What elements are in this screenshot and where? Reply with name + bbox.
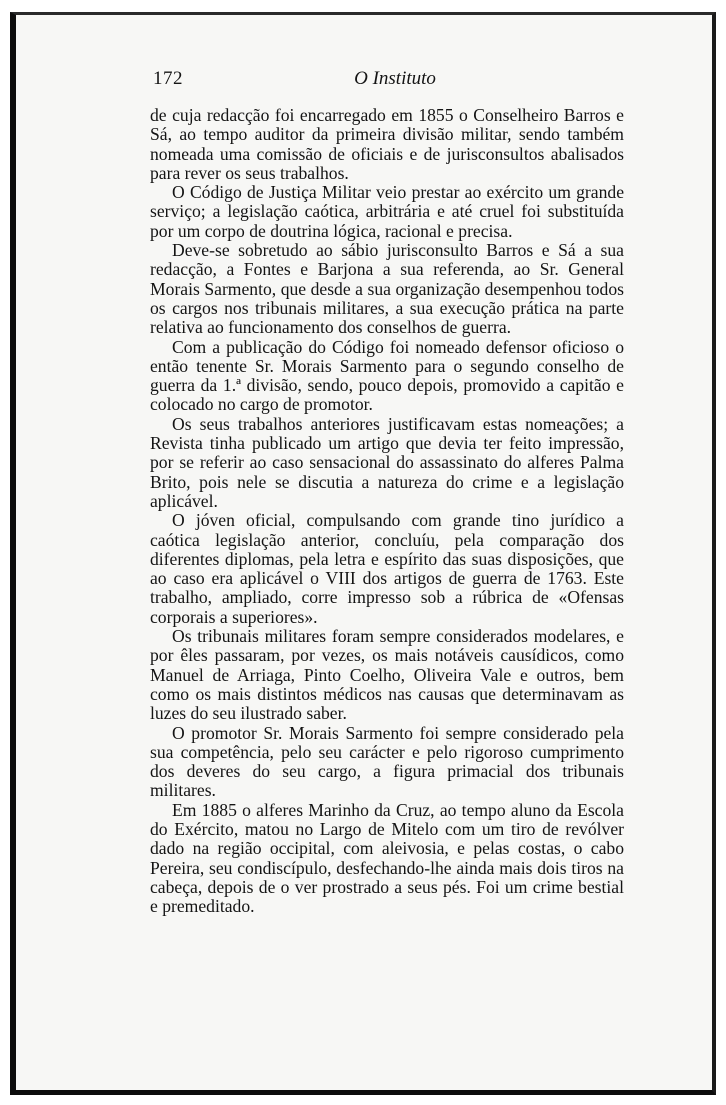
page-number: 172	[153, 68, 183, 89]
paragraph-3: Deve-se sobretudo ao sábio jurisconsulto Barros e Sá a sua redacção, a Fontes e Barjona a sua referenda, ao Sr. General Morais Sarmento, que desde a sua organização desempenhou todos os cargos nos tribunais militares, a sua execução prática na parte relativa ao funcionamento dos conselhos de guerra.	[150, 240, 624, 338]
paragraph-7: Os tribunais militares foram sempre considerados modelares, e por êles passaram, por vezes, os mais notáveis causídicos, como Manuel de Arriaga, Pinto Coelho, Oliveira Vale e outros, bem como os mais distintos médicos nas causas que determinavam as luzes do seu ilustrado saber.	[150, 626, 624, 724]
paragraph-2: O Código de Justiça Militar veio prestar ao exército um grande serviço; a legislação caótica, arbitrária e até cruel foi substituída por um corpo de doutrina lógica, racional e precisa.	[150, 182, 624, 241]
paragraph-4: Com a publicação do Código foi nomeado defensor oficioso o então tenente Sr. Morais Sarmento para o segundo conselho de guerra da 1.ª divisão, sendo, pouco depois, promovido a capitão e colocado no cargo de promotor.	[150, 336, 624, 415]
paragraph-1: de cuja redacção foi encarregado em 1855 o Conselheiro Barros e Sá, ao tempo auditor da primeira divisão militar, sendo também nomeada uma comissão de oficiais e de jurisconsultos abalisados para rever os seus trabalhos.	[150, 105, 624, 183]
paragraph-9: Em 1885 o alferes Marinho da Cruz, ao tempo aluno da Escola do Exército, matou no Largo de Mitelo com um tiro de revólver dado na região occipital, com aleivosia, e pelas costas, o cabo Pereira, seu condiscípulo, desfechando-lhe ainda mais dois tiros na cabeça, depois de o ver prostrado a seus pés. Foi um crime bestial e premeditado.	[150, 799, 624, 917]
paragraph-6: O jóven oficial, compulsando com grande tino jurídico a caótica legislação anterior, concluíu, pela comparação dos diferentes diplomas, pela letra e espírito das suas disposições, que ao caso era aplicável o VIII dos artigos de guerra de 1763. Este trabalho, ampliado, corre impresso sob a rúbrica de «Ofensas corporais a superiores».	[150, 510, 624, 627]
body-text	[150, 106, 624, 916]
paragraph-5: Os seus trabalhos anteriores justificavam estas nomeações; a Revista tinha publicado um artigo que devia ter feito impressão, por se referir ao caso sensacional do assassinato do alferes Palma Brito, pois nele se discutia a natureza do crime e a legislação aplicável.	[150, 413, 624, 511]
running-title: O Instituto	[354, 68, 436, 89]
paragraph-8: O promotor Sr. Morais Sarmento foi sempre considerado pela sua competência, pelo seu carácter e pelo rigoroso cumprimento dos deveres do seu cargo, a figura primacial dos tribunais militares.	[150, 722, 624, 801]
